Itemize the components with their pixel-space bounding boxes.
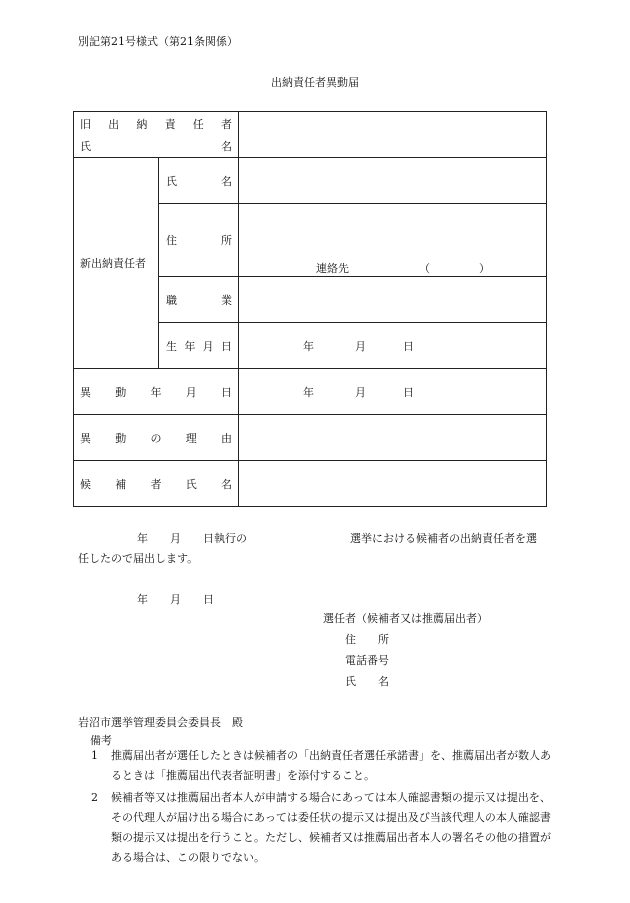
- reason-row: [74, 415, 547, 461]
- birthdate-field[interactable]: [239, 323, 547, 369]
- selector-title: 選任者（候補者又は推薦届出者）: [323, 612, 488, 625]
- reason-field[interactable]: [239, 415, 547, 461]
- change-date-label-char: 日: [221, 385, 232, 399]
- note-text: 推薦届出者が選任したときは候補者の「出納責任者選任承諾書」を、推薦届出者が数人あるときは「推薦届出代表者証明書」を添付すること。: [111, 749, 551, 782]
- old-label-char: 名: [221, 139, 232, 153]
- old-manager-row: [74, 112, 547, 158]
- new-manager-name-field[interactable]: [239, 158, 547, 204]
- change-date-label-char: 異: [80, 385, 91, 399]
- old-label-char: 責: [164, 117, 176, 131]
- old-label-char: 旧: [80, 117, 91, 131]
- old-manager-label: [74, 112, 239, 158]
- old-label-char: 氏: [80, 139, 91, 153]
- occupation-label: [159, 277, 239, 323]
- note-number: 2: [91, 791, 98, 804]
- reason-label-char: 異: [80, 431, 91, 445]
- change-date-row: [74, 369, 547, 415]
- birthdate-label-char: 年: [184, 339, 196, 353]
- change-notification-table: [73, 111, 547, 507]
- occupation-label-char: 職: [166, 293, 177, 307]
- form-number: 別記第21号様式（第21条関係）: [78, 35, 238, 48]
- candidate-label-char: 補: [115, 477, 127, 491]
- change-day-label: 日: [403, 385, 414, 399]
- reason-label-char: 理: [185, 431, 197, 445]
- statement-date-part: 年 月 日執行の: [137, 532, 247, 545]
- candidate-label-char: 名: [221, 477, 232, 491]
- reason-label-char: 動: [115, 431, 127, 445]
- selector-name-label: 氏 名: [345, 675, 389, 688]
- name-label-char: 氏: [166, 174, 177, 188]
- change-date-label-char: 月: [185, 385, 197, 399]
- notes-heading: 備考: [90, 734, 112, 747]
- occupation-field[interactable]: [239, 277, 547, 323]
- address-label-char: 住: [166, 234, 177, 247]
- reason-label-char: の: [150, 431, 162, 445]
- birth-year-label: 年: [303, 339, 314, 353]
- new-manager-group-label: 新出納責任者: [74, 158, 159, 369]
- candidate-label-char: 候: [80, 477, 91, 491]
- occupation-label-char: 業: [221, 293, 232, 307]
- statement-election-part: 選挙における候補者の出納責任者を選: [350, 532, 537, 545]
- statement-line2: 任したので届出します。: [78, 552, 199, 565]
- change-month-label: 月: [355, 385, 366, 399]
- candidate-row: [74, 461, 547, 507]
- note-item: [91, 746, 561, 786]
- contact-paren-open: （: [419, 262, 430, 275]
- address-label-char: 所: [221, 234, 232, 247]
- change-date-label: [74, 369, 239, 415]
- reason-label: [74, 415, 239, 461]
- name-label-char: 名: [221, 174, 232, 188]
- birthdate-label-char: 日: [220, 339, 232, 353]
- old-label-char: 出: [108, 117, 120, 131]
- selector-address-label: 住 所: [345, 633, 389, 646]
- old-label-char: 納: [136, 117, 148, 131]
- addressee: 岩沼市選挙管理委員会委員長 殿: [78, 716, 243, 729]
- contact-label: 連絡先: [316, 262, 349, 275]
- change-date-label-char: 年: [150, 385, 162, 399]
- candidate-label-char: 者: [150, 477, 162, 491]
- selector-phone-label: 電話番号: [345, 654, 389, 667]
- name-label: [159, 158, 239, 204]
- birth-day-label: 日: [403, 339, 414, 353]
- address-field[interactable]: [239, 204, 547, 277]
- candidate-label: [74, 461, 239, 507]
- note-number: 1: [91, 749, 98, 762]
- birthdate-label: [159, 323, 239, 369]
- candidate-name-field[interactable]: [239, 461, 547, 507]
- note-item: [91, 788, 561, 868]
- new-name-row: [74, 158, 547, 204]
- birthdate-label-char: 月: [202, 339, 214, 353]
- candidate-label-char: 氏: [185, 477, 197, 491]
- old-label-char: 任: [192, 117, 204, 131]
- form-title: 出納責任者異動届: [271, 76, 359, 89]
- change-year-label: 年: [303, 385, 314, 399]
- birthdate-label-char: 生: [166, 339, 177, 353]
- address-label: [159, 204, 239, 277]
- note-text: 候補者等又は推薦届出者本人が申請する場合にあっては本人確認書類の提示又は提出を、その代理人が届け出る場合にあっては委任状の提示又は提出及び当該代理人の本人確認書類の提示又は提出を行うこと。ただし、候補者又は推薦届出者本人の署名その他の措置がある場合は、この限りでない。: [111, 791, 551, 864]
- old-label-char: 者: [220, 117, 232, 131]
- contact-paren-close: ）: [479, 262, 490, 275]
- submission-date: 年 月 日: [137, 593, 214, 606]
- old-manager-name-field[interactable]: [239, 112, 547, 158]
- change-date-label-char: 動: [115, 385, 127, 399]
- birth-month-label: 月: [355, 339, 366, 353]
- reason-label-char: 由: [221, 431, 232, 445]
- change-date-field[interactable]: [239, 369, 547, 415]
